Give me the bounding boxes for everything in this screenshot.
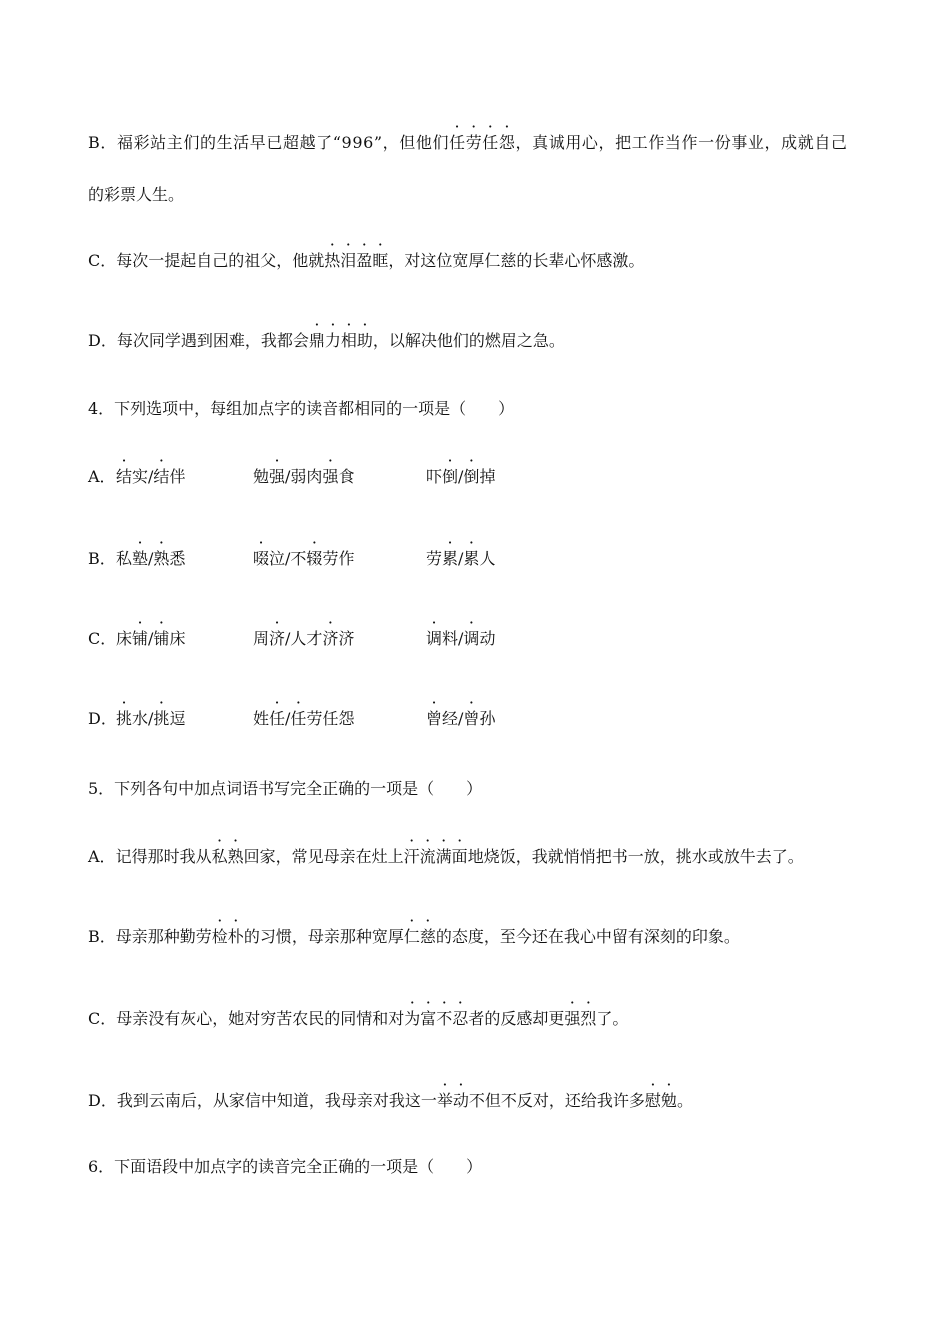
q4-opt0-col1-text-2: /弱肉 xyxy=(285,467,323,486)
emphasis-dot-char: 调 xyxy=(463,629,480,648)
q5-opt0-text-0: 记得那时我从 xyxy=(115,847,212,866)
q5-option-text xyxy=(116,1009,628,1028)
q5-opt2-emphasis-3 xyxy=(564,1009,596,1028)
emphasis-dot-char: 劳 xyxy=(465,133,483,152)
q3-option-b-text xyxy=(117,133,848,152)
q5-opt2-text-2: 者的反感却更 xyxy=(468,1009,565,1028)
q5-option-label: B． xyxy=(88,927,116,946)
q4-opt3-col0-text-3: 逗 xyxy=(169,709,186,728)
q4-opt0-col2-emphasis-3 xyxy=(463,467,479,486)
emphasis-dot-char: 强 xyxy=(269,467,286,486)
q4-opt0-col0-emphasis-0 xyxy=(116,467,132,486)
q5-option xyxy=(88,1008,628,1030)
emphasis-dot-char: 结 xyxy=(153,467,170,486)
q5-opt2-text-4: 了。 xyxy=(596,1009,629,1028)
q4-option-word-pair xyxy=(253,466,354,488)
q4-opt1-col1-text-1: 泣/不 xyxy=(269,549,307,568)
q3-option-d-text-0: 每次同学遇到困难，我都会 xyxy=(116,331,309,350)
q4-option-label: C． xyxy=(88,629,117,648)
q3-option-c-text xyxy=(116,251,644,270)
q4-option-word-pair xyxy=(116,708,185,730)
q5-option-text xyxy=(116,927,740,946)
emphasis-dot-char: 烈 xyxy=(580,1009,597,1028)
q4-opt3-col2-text-1: 经/ xyxy=(442,709,464,728)
emphasis-dot-char: 倒 xyxy=(442,467,459,486)
q5-opt0-text-2: 回家，常见母亲在灶上 xyxy=(243,847,404,866)
q5-opt3-text-0: 我到云南后，从家信中知道，我母亲对我这一 xyxy=(116,1091,437,1110)
q4-opt2-col2-emphasis-0 xyxy=(426,629,442,648)
emphasis-dot-char: 累 xyxy=(463,549,480,568)
q5-opt2-text-0: 母亲没有灰心，她对穷苦农民的同情和对 xyxy=(116,1009,405,1028)
q5-option-label: D． xyxy=(88,1091,117,1110)
q4-opt0-col1-emphasis-1 xyxy=(269,467,285,486)
q5-option xyxy=(88,926,740,948)
emphasis-dot-char: 鼎 xyxy=(308,331,325,350)
emphasis-dot-char: 结 xyxy=(116,467,133,486)
q5-stem: 5．下列各句中加点词语书写完全正确的一项是（ ） xyxy=(88,779,483,798)
q5-option-text xyxy=(116,847,804,866)
emphasis-dot-char: 满 xyxy=(435,847,452,866)
q4-opt3-col1-text-0: 姓 xyxy=(253,709,270,728)
q4-option-word-pair xyxy=(426,466,495,488)
q5-option-label: A． xyxy=(88,847,116,866)
q4-opt2-col0-text-2: / xyxy=(148,629,154,648)
emphasis-dot-char: 怨 xyxy=(498,133,516,152)
q5-opt3-emphasis-3 xyxy=(645,1091,677,1110)
q4-opt3-col2-emphasis-2 xyxy=(463,709,479,728)
q3-option-d xyxy=(88,330,565,352)
emphasis-dot-char: 盈 xyxy=(356,251,373,270)
emphasis-dot-char: 助 xyxy=(356,331,373,350)
q4-opt3-col2-text-3: 孙 xyxy=(479,709,496,728)
q4-opt2-col2-text-1: 料/ xyxy=(442,629,464,648)
q4-option-label: B． xyxy=(88,549,116,568)
emphasis-dot-char: 富 xyxy=(420,1009,437,1028)
q4-option-word-pair xyxy=(253,548,354,570)
q4-opt1-col0-text-2: / xyxy=(148,549,154,568)
q4-opt2-col2-text-3: 动 xyxy=(479,629,496,648)
emphasis-dot-char: 眶 xyxy=(372,251,389,270)
q3-option-c-label: C． xyxy=(88,251,117,270)
emphasis-dot-char: 泪 xyxy=(340,251,357,270)
emphasis-dot-char: 任 xyxy=(290,709,307,728)
q3-option-d-emphasis-1 xyxy=(309,331,373,350)
emphasis-dot-char: 力 xyxy=(324,331,341,350)
q4-opt0-col0-text-1: 实/ xyxy=(132,467,154,486)
q5-opt1-emphasis-3 xyxy=(404,927,436,946)
q3-option-b-text-0: 福彩站主们的生活早已超越了“996”，但他们 xyxy=(116,133,450,152)
q4-opt2-col2-emphasis-2 xyxy=(463,629,479,648)
emphasis-dot-char: 铺 xyxy=(153,629,170,648)
emphasis-dot-char: 曾 xyxy=(426,709,443,728)
q4-option-word-pair xyxy=(116,628,185,650)
q3-option-c-emphasis-1 xyxy=(324,251,388,270)
q4-opt3-col0-emphasis-2 xyxy=(153,709,169,728)
q4-opt1-col1-text-3: 劳作 xyxy=(322,549,355,568)
q5-option xyxy=(88,1090,693,1112)
q5-opt0-emphasis-3 xyxy=(404,847,468,866)
q6-stem: 6．下面语段中加点字的读音完全正确的一项是（ ） xyxy=(88,1157,483,1176)
emphasis-dot-char: 铺 xyxy=(132,629,149,648)
emphasis-dot-char: 慈 xyxy=(419,927,436,946)
q4-opt2-col1-text-0: 周 xyxy=(253,629,270,648)
q4-opt1-col2-emphasis-3 xyxy=(463,549,479,568)
q4-opt0-col2-text-0: 吓 xyxy=(426,467,443,486)
q5-opt0-emphasis-1 xyxy=(212,847,244,866)
emphasis-dot-char: 塾 xyxy=(132,549,149,568)
q4-opt2-col1-text-2: /人才 xyxy=(285,629,323,648)
emphasis-dot-char: 朴 xyxy=(227,927,244,946)
emphasis-dot-char: 热 xyxy=(324,251,341,270)
q5-opt1-text-4: 的态度，至今还在我心中留有深刻的印象。 xyxy=(435,927,740,946)
emphasis-dot-char: 强 xyxy=(322,467,339,486)
emphasis-dot-char: 调 xyxy=(426,629,443,648)
q4-opt2-col0-text-0: 床 xyxy=(116,629,133,648)
emphasis-dot-char: 举 xyxy=(436,1091,453,1110)
q4-opt1-col1-emphasis-0 xyxy=(253,549,269,568)
q4-stem: 4．下列选项中，每组加点字的读音都相同的一项是（ ） xyxy=(88,399,515,418)
emphasis-dot-char: 动 xyxy=(452,1091,469,1110)
q3-option-b-line1 xyxy=(88,132,863,154)
emphasis-dot-char: 挑 xyxy=(153,709,170,728)
q3-option-c-text-0: 每次一提起自己的祖父，他就 xyxy=(116,251,325,270)
emphasis-dot-char: 啜 xyxy=(253,549,270,568)
emphasis-dot-char: 任 xyxy=(482,133,499,152)
q4-option-label: A． xyxy=(88,467,116,486)
q5-opt1-emphasis-1 xyxy=(212,927,244,946)
q4-opt0-col0-text-3: 伴 xyxy=(169,467,186,486)
emphasis-dot-char: 私 xyxy=(211,847,228,866)
q5-option-text xyxy=(117,1091,693,1110)
q5-option-label: C． xyxy=(88,1009,117,1028)
q4-option-word-pair xyxy=(426,548,495,570)
q4-opt3-col1-text-2: / xyxy=(285,709,291,728)
q5-opt1-text-2: 的习惯，母亲那种宽厚 xyxy=(243,927,404,946)
emphasis-dot-char: 任 xyxy=(449,133,466,152)
q4-opt1-col1-emphasis-2 xyxy=(306,549,322,568)
q3-option-d-text xyxy=(117,331,565,350)
q4-opt1-col0-emphasis-1 xyxy=(132,549,148,568)
emphasis-dot-char: 挑 xyxy=(116,709,133,728)
q4-option-word-pair xyxy=(116,548,185,570)
q4-opt3-col1-emphasis-1 xyxy=(269,709,285,728)
q3-option-d-text-2: ，以解决他们的燃眉之急。 xyxy=(372,331,565,350)
emphasis-dot-char: 勉 xyxy=(660,1091,677,1110)
q4-opt0-col2-text-4: 掉 xyxy=(479,467,496,486)
q4-opt0-col1-text-0: 勉 xyxy=(253,467,270,486)
q4-opt1-col2-text-2: / xyxy=(458,549,464,568)
q4-opt3-col0-emphasis-0 xyxy=(116,709,132,728)
emphasis-dot-char: 任 xyxy=(269,709,286,728)
q4-opt0-col0-emphasis-2 xyxy=(153,467,169,486)
q4-opt1-col0-text-4: 悉 xyxy=(169,549,186,568)
emphasis-dot-char: 流 xyxy=(419,847,436,866)
q4-option-word-pair xyxy=(426,708,495,730)
q5-opt3-emphasis-1 xyxy=(437,1091,469,1110)
emphasis-dot-char: 熟 xyxy=(227,847,244,866)
q5-option xyxy=(88,846,804,868)
emphasis-dot-char: 汗 xyxy=(403,847,420,866)
q4-opt0-col2-text-2: / xyxy=(458,467,464,486)
q3-option-b-text-2: ，真诚用心，把工作当作一份事业，成就自己 xyxy=(515,133,848,152)
q4-opt1-col0-emphasis-3 xyxy=(153,549,169,568)
q5-opt0-text-4: 地烧饭，我就悄悄把书一放，挑水或放牛去了。 xyxy=(467,847,804,866)
q4-opt2-col0-emphasis-3 xyxy=(153,629,169,648)
q4-opt3-col1-emphasis-3 xyxy=(290,709,306,728)
q4-opt1-col2-emphasis-1 xyxy=(442,549,458,568)
emphasis-dot-char: 检 xyxy=(211,927,228,946)
emphasis-dot-char: 忍 xyxy=(452,1009,469,1028)
q3-option-c-text-2: ，对这位宽厚仁慈的长辈心怀感激。 xyxy=(388,251,645,270)
q4-opt2-col1-emphasis-3 xyxy=(322,629,338,648)
q5-opt3-text-4: 。 xyxy=(676,1091,693,1110)
q4-opt3-col0-text-1: 水/ xyxy=(132,709,154,728)
q4-opt2-col1-emphasis-1 xyxy=(269,629,285,648)
emphasis-dot-char: 为 xyxy=(404,1009,421,1028)
q3-option-c xyxy=(88,250,644,272)
q4-option-word-pair xyxy=(426,628,495,650)
emphasis-dot-char: 济 xyxy=(322,629,339,648)
q4-opt2-col1-text-4: 济 xyxy=(338,629,355,648)
q4-opt2-col0-text-4: 床 xyxy=(169,629,186,648)
q3-option-d-label: D． xyxy=(88,331,117,350)
q3-option-b-label: B． xyxy=(88,133,117,152)
emphasis-dot-char: 曾 xyxy=(463,709,480,728)
q4-option-word-pair xyxy=(253,628,354,650)
emphasis-dot-char: 不 xyxy=(436,1009,453,1028)
q4-opt1-col0-text-0: 私 xyxy=(116,549,133,568)
q4-opt0-col1-emphasis-3 xyxy=(322,467,338,486)
q5-opt1-text-0: 母亲那种勤劳 xyxy=(115,927,212,946)
emphasis-dot-char: 熟 xyxy=(153,549,170,568)
q3-option-b-line2: 的彩票人生。 xyxy=(88,185,185,204)
q4-opt1-col2-text-4: 人 xyxy=(479,549,496,568)
emphasis-dot-char: 仁 xyxy=(403,927,420,946)
emphasis-dot-char: 倒 xyxy=(463,467,480,486)
q3-option-b-emphasis-1 xyxy=(449,133,515,152)
emphasis-dot-char: 强 xyxy=(564,1009,581,1028)
emphasis-dot-char: 辍 xyxy=(306,549,323,568)
q4-option-label: D． xyxy=(88,709,117,728)
q4-opt0-col2-emphasis-1 xyxy=(442,467,458,486)
q5-opt3-text-2: 不但不反对，还给我许多 xyxy=(468,1091,645,1110)
q4-opt1-col2-text-0: 劳 xyxy=(426,549,443,568)
emphasis-dot-char: 相 xyxy=(340,331,357,350)
q4-option-word-pair xyxy=(116,466,185,488)
q4-opt2-col0-emphasis-1 xyxy=(132,629,148,648)
emphasis-dot-char: 面 xyxy=(451,847,468,866)
emphasis-dot-char: 累 xyxy=(442,549,459,568)
q4-opt3-col2-emphasis-0 xyxy=(426,709,442,728)
q5-opt2-emphasis-1 xyxy=(404,1009,468,1028)
emphasis-dot-char: 慰 xyxy=(644,1091,661,1110)
q4-opt0-col1-text-4: 食 xyxy=(338,467,355,486)
emphasis-dot-char: 济 xyxy=(269,629,286,648)
q4-opt3-col1-text-4: 劳任怨 xyxy=(306,709,355,728)
q4-option-word-pair xyxy=(253,708,354,730)
